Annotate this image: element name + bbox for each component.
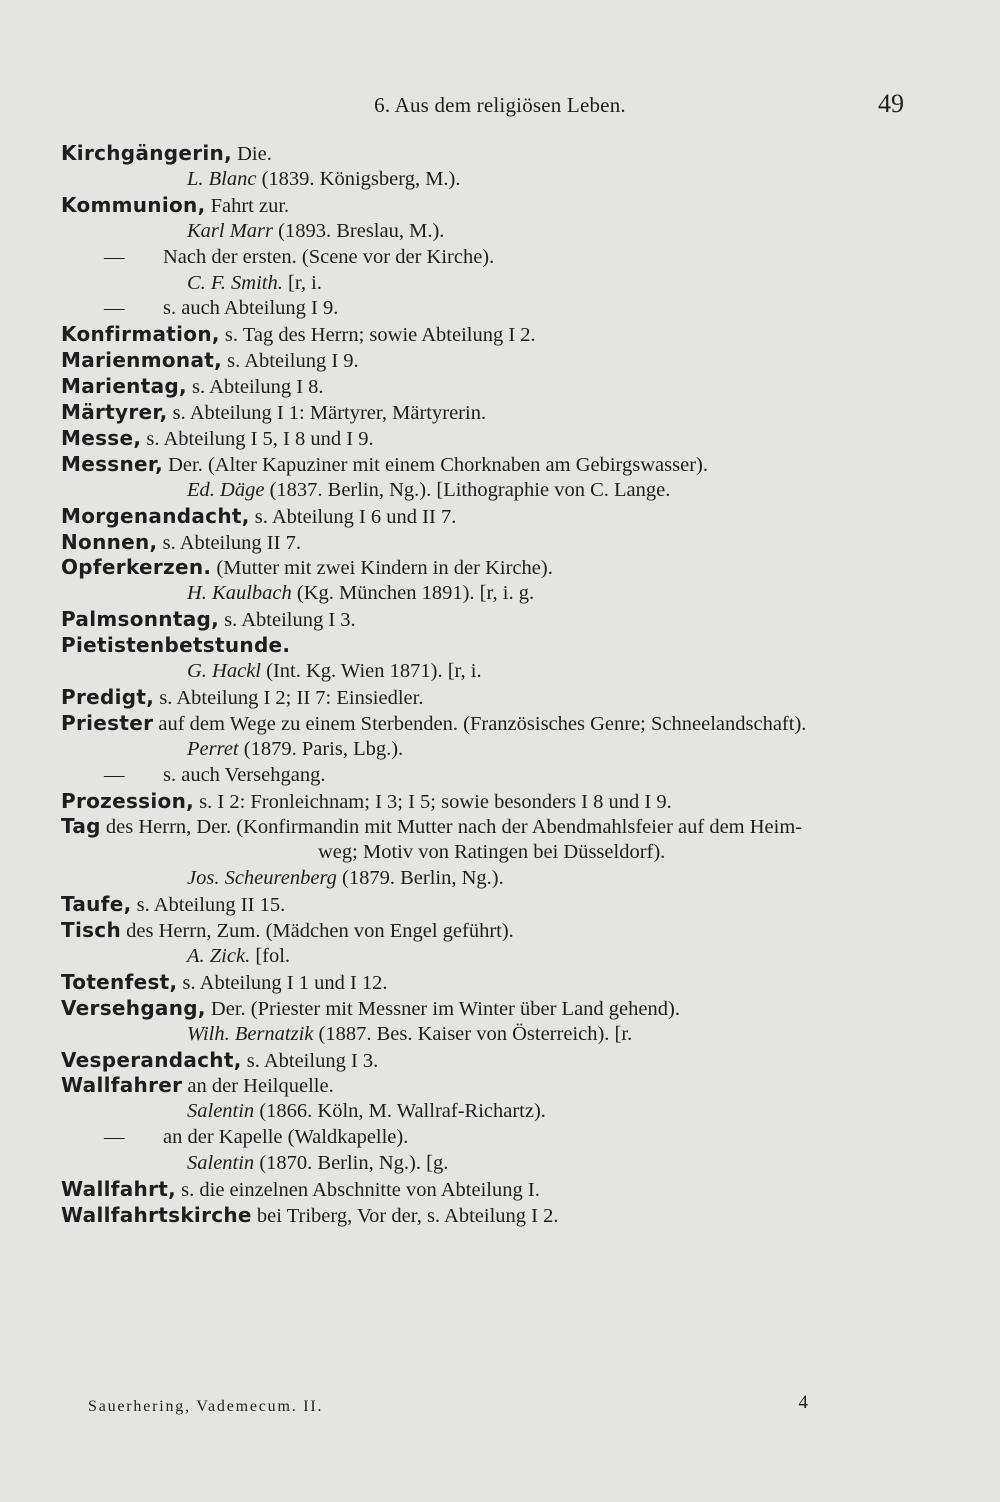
entry-text: s. I 2: Fronleichnam; I 3; I 5; sowie besonders I 8 und I 9. — [199, 790, 672, 813]
headword: Tag — [61, 814, 101, 839]
artist-name: G. Hackl — [187, 660, 262, 682]
ditto-dash: — — [104, 297, 125, 320]
entry-text: Nach der ersten. (Scene vor der Kirche). — [163, 245, 495, 268]
entry-text: s. Abteilung I 3. — [224, 609, 356, 632]
entry-text: s. Abteilung I 1 und I 12. — [182, 971, 388, 994]
entry-text: s. auch Abteilung I 9. — [163, 297, 339, 320]
headword: Messe, — [61, 425, 142, 450]
entry-source: (1866. Köln, M. Wallraf-Richartz). — [259, 1100, 546, 1123]
headword: Messner, — [61, 451, 163, 476]
entry-text: Fahrt zur. — [210, 194, 290, 217]
artist-name: H. Kaulbach — [187, 582, 292, 605]
headword: Morgenandacht, — [61, 503, 250, 528]
footer-signature: Sauerhering, Vademecum. II. — [88, 1398, 324, 1415]
headword: Tisch — [61, 918, 121, 942]
artist-name: A. Zick. — [187, 944, 251, 967]
entry-text: s. Abteilung I 1: Märtyrer, Märtyrerin. — [172, 402, 487, 424]
artist-name: Wilh. Bernatzik — [187, 1022, 314, 1045]
artist-name: Perret — [187, 737, 239, 760]
entry-text: Der. (Priester mit Messner im Winter über Land gehend). — [210, 997, 680, 1020]
chapter-title: 6. Aus dem religiösen Leben. — [374, 93, 626, 117]
entry-source: (1839. Königsberg, M.). — [261, 167, 461, 190]
headword: Wallfahrtskirche — [61, 1202, 252, 1227]
entry-text: (Mutter mit zwei Kindern in der Kirche). — [216, 557, 553, 580]
ditto-dash: — — [104, 763, 125, 786]
artist-name: Salentin — [187, 1100, 255, 1123]
entry-text: s. Abteilung I 9. — [227, 350, 359, 373]
headword: Versehgang, — [61, 995, 206, 1020]
entry-text: an der Kapelle (Waldkapelle). — [163, 1126, 409, 1149]
page-number: 49 — [878, 89, 904, 118]
headword: Palmsonntag, — [61, 607, 220, 632]
artist-name: Ed. Däge — [187, 478, 265, 501]
headword: Prozession, — [61, 788, 195, 813]
headword: Wallfahrer — [61, 1073, 183, 1098]
headword: Kirchgängerin, — [61, 141, 232, 165]
headword: Nonnen, — [61, 529, 158, 554]
headword: Marienmonat, — [61, 348, 222, 373]
entry-text: Die. — [237, 143, 272, 165]
entry-source: (1887. Bes. Kaiser von Österreich). [r. — [318, 1022, 633, 1045]
entry-text: s. Abteilung I 5, I 8 und I 9. — [146, 427, 374, 450]
entry-text: s. Tag des Herrn; sowie Abteilung I 2. — [224, 324, 536, 347]
entry-source: (1870. Berlin, Ng.). [g. — [259, 1152, 449, 1175]
artist-name: C. F. Smith. — [187, 271, 283, 294]
entry-text: s. Abteilung I 8. — [192, 376, 324, 399]
headword: Märtyrer, — [61, 400, 168, 424]
headword: Taufe, — [61, 892, 132, 917]
entry-line-head — [61, 708, 806, 738]
entry-text: s. Abteilung II 15. — [136, 894, 286, 917]
entry-continuation: weg; Motiv von Ratingen bei Düsseldorf). — [318, 841, 666, 864]
ditto-dash: — — [104, 245, 125, 268]
headword: Vesperandacht, — [61, 1047, 242, 1072]
headword: Priester — [61, 710, 154, 735]
artist-name: Jos. Scheurenberg — [187, 867, 337, 890]
running-head — [0, 89, 1000, 123]
entry-text: auf dem Wege zu einem Sterbenden. (Französisches Genre; Schneelandschaft). — [158, 712, 807, 735]
headword: Kommunion, — [61, 192, 206, 217]
entry-text: Der. (Alter Kapuziner mit einem Chorknaben am Gebirgswasser). — [168, 453, 708, 476]
entry-source: (1893. Breslau, M.). — [278, 219, 445, 242]
entry-source: (Kg. München 1891). [r, i. g. — [296, 582, 535, 605]
entry-text: s. Abteilung I 3. — [246, 1049, 379, 1072]
entry-source: [r, i. — [288, 271, 322, 294]
entry-source: [fol. — [255, 944, 291, 967]
entry-text: bei Triberg, Vor der, s. Abteilung I 2. — [256, 1204, 559, 1227]
entry-text: s. Abteilung II 7. — [162, 531, 301, 554]
artist-name: Salentin — [187, 1152, 255, 1175]
headword: Totenfest, — [61, 969, 178, 994]
artist-name: Karl Marr — [187, 219, 274, 242]
headword: Predigt, — [61, 684, 155, 709]
entry-text: s. Abteilung I 2; II 7: Einsiedler. — [159, 686, 424, 709]
entry-source: (Int. Kg. Wien 1871). [r, i. — [266, 660, 482, 682]
entry-text: des Herrn, Der. (Konfirmandin mit Mutter nach der Abendmahlsfeier auf dem Heim- — [105, 816, 803, 839]
headword: Opferkerzen. — [61, 555, 212, 580]
entry-source: (1879. Berlin, Ng.). — [342, 867, 504, 890]
headword: Pietistenbetstunde. — [61, 633, 291, 658]
entry-text: des Herrn, Zum. (Mädchen von Engel geführt). — [126, 920, 514, 942]
entry-text: an der Heilquelle. — [187, 1075, 334, 1098]
entry-text: s. auch Versehgang. — [163, 763, 326, 786]
headword: Wallfahrt, — [61, 1177, 177, 1201]
artist-name: L. Blanc — [187, 167, 257, 190]
sheet-number: 4 — [798, 1392, 808, 1413]
headword: Konfirmation, — [61, 322, 220, 347]
entry-text: s. die einzelnen Abschnitte von Abteilung I. — [181, 1179, 540, 1201]
entry-line-head — [61, 1200, 559, 1230]
ditto-dash: — — [104, 1126, 125, 1149]
headword: Marientag, — [61, 374, 187, 399]
entry-text: s. Abteilung I 6 und II 7. — [254, 505, 457, 528]
entry-source: (1837. Berlin, Ng.). [Lithographie von C. Lange. — [269, 478, 671, 501]
entry-source: (1879. Paris, Lbg.). — [243, 737, 404, 760]
